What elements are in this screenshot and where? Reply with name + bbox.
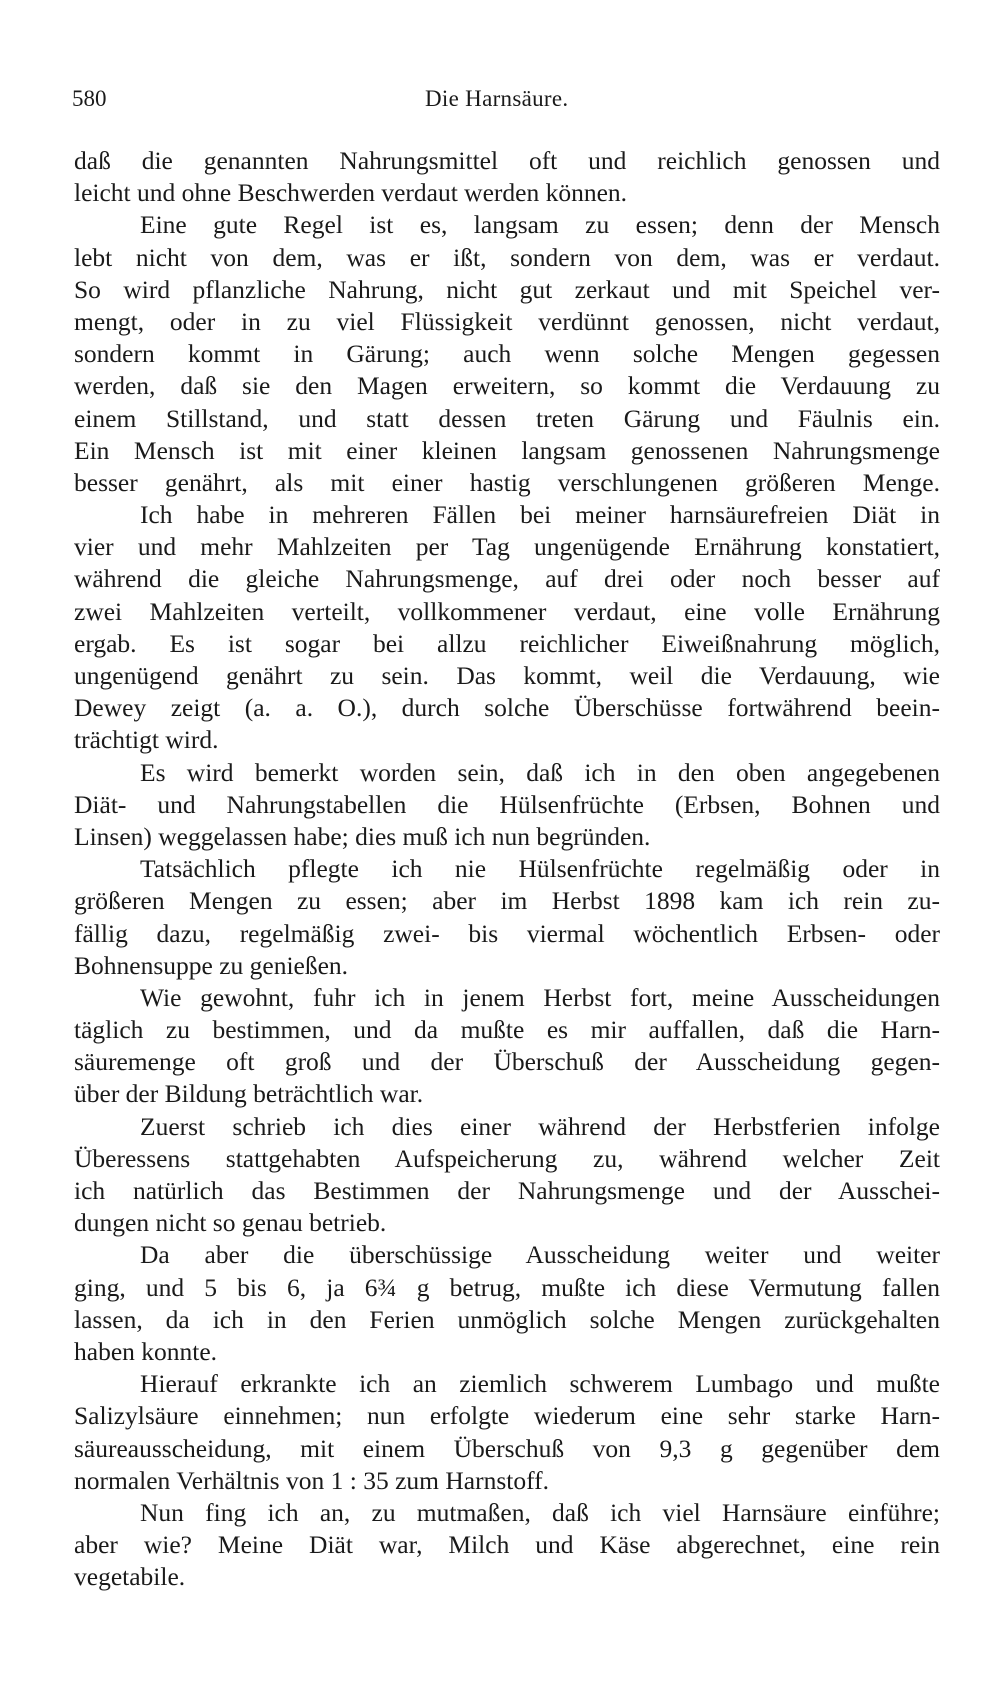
text-line: säureausscheidung, mit einem Überschuß von 9,3 g gegenüber dem [74, 1433, 940, 1463]
page-header [72, 86, 942, 116]
text-line: vier und mehr Mahlzeiten per Tag ungenügende Ernährung konstatiert, [74, 532, 940, 562]
text-line: Salizylsäure einnehmen; nun erfolgte wiederum eine sehr starke Harn- [74, 1401, 940, 1431]
text-line: ging, und 5 bis 6, ja 6¾ g betrug, mußte ich diese Vermutung fallen [74, 1272, 940, 1302]
text-line: Dewey zeigt (a. a. O.), durch solche Überschüsse fortwährend beein- [74, 693, 940, 723]
text-line: aber wie? Meine Diät war, Milch und Käse abgerechnet, eine rein [74, 1530, 940, 1560]
text-line: zwei Mahlzeiten verteilt, vollkommener verdaut, eine volle Ernährung [74, 596, 940, 626]
body-text [74, 145, 940, 1593]
text-line: während die gleiche Nahrungsmenge, auf drei oder noch besser auf [74, 564, 940, 594]
text-line: ergab. Es ist sogar bei allzu reichlicher Eiweißnahrung möglich, [74, 628, 940, 658]
text-line: Diät- und Nahrungstabellen die Hülsenfrüchte (Erbsen, Bohnen und [74, 789, 940, 819]
text-line: größeren Mengen zu essen; aber im Herbst 1898 kam ich rein zu- [74, 886, 940, 916]
text-line: Wie gewohnt, fuhr ich in jenem Herbst fort, meine Ausscheidungen [140, 982, 940, 1012]
page-number: 580 [72, 86, 107, 111]
text-line: haben konnte. [74, 1336, 218, 1366]
text-line: ungenügend genährt zu sein. Das kommt, weil die Verdauung, wie [74, 661, 940, 690]
text-line: ich natürlich das Bestimmen der Nahrungsmenge und der Ausschei- [74, 1176, 940, 1205]
text-line: säuremenge oft groß und der Überschuß der Ausscheidung gegen- [74, 1047, 940, 1077]
text-line: Ein Mensch ist mit einer kleinen langsam genossenen Nahrungsmenge [74, 435, 940, 465]
text-line: normalen Verhältnis von 1 : 35 zum Harnstoff. [74, 1465, 549, 1495]
text-line: Es wird bemerkt worden sein, daß ich in den oben angegebenen [140, 757, 940, 787]
text-line: fällig dazu, regelmäßig zwei- bis viermal wöchentlich Erbsen- oder [74, 918, 940, 948]
text-line: Eine gute Regel ist es, langsam zu essen; denn der Mensch [140, 210, 940, 240]
text-line: Tatsächlich pflegte ich nie Hülsenfrüchte regelmäßig oder in [140, 854, 940, 884]
text-line: trächtigt wird. [74, 725, 219, 755]
text-line: Da aber die überschüssige Ausscheidung weiter und weiter [140, 1240, 940, 1270]
text-line: Linsen) weggelassen habe; dies muß ich nun begründen. [74, 821, 651, 851]
running-head: Die Harnsäure. [425, 86, 569, 111]
text-line: Zuerst schrieb ich dies einer während der Herbstferien infolge [140, 1111, 940, 1141]
text-line: lebt nicht von dem, was er ißt, sondern von dem, was er verdaut. [74, 242, 940, 272]
text-line: Nun fing ich an, zu mutmaßen, daß ich viel Harnsäure einführe; [140, 1497, 940, 1527]
text-line: So wird pflanzliche Nahrung, nicht gut zerkaut und mit Speichel ver- [74, 274, 940, 304]
text-line: leicht und ohne Beschwerden verdaut werden können. [74, 178, 628, 208]
text-line: vegetabile. [74, 1562, 186, 1592]
text-line: Hierauf erkrankte ich an ziemlich schwerem Lumbago und mußte [140, 1369, 940, 1399]
text-line: daß die genannten Nahrungsmittel oft und reichlich genossen und [74, 146, 940, 175]
text-line: lassen, da ich in den Ferien unmöglich solche Mengen zurückgehalten [74, 1304, 940, 1334]
text-line: mengt, oder in zu viel Flüssigkeit verdünnt genossen, nicht verdaut, [74, 306, 940, 336]
text-line: täglich zu bestimmen, und da mußte es mir auffallen, daß die Harn- [74, 1015, 940, 1045]
text-line: besser genährt, als mit einer hastig verschlungenen größeren Menge. [74, 467, 940, 497]
text-line: Bohnensuppe zu genießen. [74, 950, 349, 980]
text-line: sondern kommt in Gärung; auch wenn solche Mengen gegessen [74, 339, 940, 369]
text-line: Überessens stattgehabten Aufspeicherung zu, während welcher Zeit [74, 1143, 940, 1173]
text-line: Ich habe in mehreren Fällen bei meiner harnsäurefreien Diät in [140, 500, 940, 530]
text-line: einem Stillstand, und statt dessen treten Gärung und Fäulnis ein. [74, 403, 940, 433]
text-line: dungen nicht so genau betrieb. [74, 1208, 387, 1238]
text-line: über der Bildung beträchtlich war. [74, 1079, 424, 1109]
text-line: werden, daß sie den Magen erweitern, so kommt die Verdauung zu [74, 371, 940, 401]
